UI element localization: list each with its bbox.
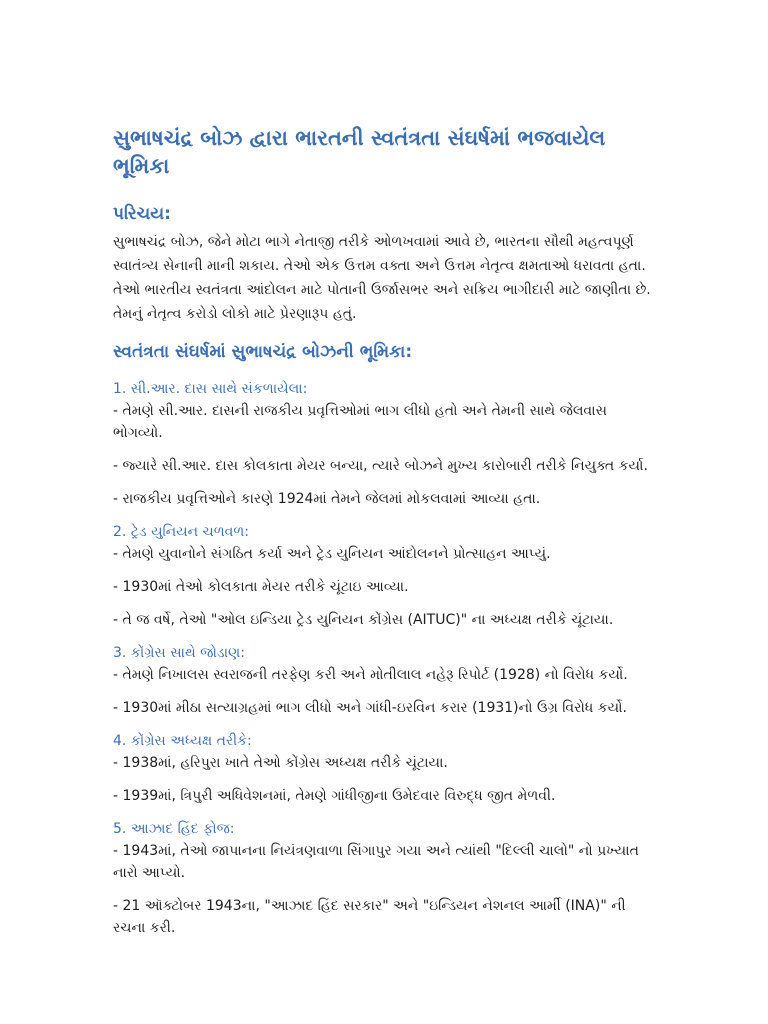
- intro-paragraph: સુભાષચંદ્ર બોઝ, જેને મોટા ભાગે નેતાજી તરીકે ઓળખવામાં આવે છે, ભારતના સૌથી મહત્વપૂર્ણ સ્વાતંત્ર્ય સેનાની માની શકાય. તેઓ એક ઉત્તમ વક્તા અને ઉત્તમ નેતૃત્વ ક્ષમતાઓ ધરાવતા હતા. તેઓ ભારતીય સ્વતંત્રતા આંદોલન માટે પોતાની ઉર્જાસભર અને સક્રિય ભાગીદારી માટે જાણીતા છે. તેમનું નેતૃત્વ કરોડો લોકો માટે પ્રેરણારૂપ હતું.: [113, 234, 651, 322]
- section-heading: 4. કોંગ્રેસ અધ્યક્ષ તરીકે:: [113, 733, 252, 749]
- bullet-item: - તેમણે નિખાલસ સ્વરાજની તરફેણ કરી અને મોતીલાલ નહેરૂ રિપોર્ટ (1928) નો વિરોધ કર્યો.: [113, 667, 628, 683]
- section-congress-association: [113, 642, 660, 719]
- section-congress-president: [113, 730, 660, 807]
- bullet-item: - 1930માં તેઓ કોલકાતા મેયર તરીકે ચૂંટાઇ આવ્યા.: [113, 579, 409, 595]
- section-cr-das: [113, 378, 660, 510]
- section-azad-hind-fauj: [113, 818, 660, 939]
- bullet-item: - 1938માં, હરિપુરા ખાતે તેઓ કોંગ્રેસ અધ્યક્ષ તરીકે ચૂંટાયા.: [113, 755, 448, 771]
- section-heading: 3. કોંગ્રેસ સાથે જોડાણ:: [113, 645, 245, 661]
- bullet-item: - 1930માં મીઠા સત્યાગ્રહમાં ભાગ લીધો અને ગાંધી-ઇરવિન કરાર (1931)નો ઉગ્ર વિરોધ કર્યો.: [113, 700, 627, 716]
- roles-heading: સ્વતંત્રતા સંઘર્ષમાં સુભાષચંદ્ર બોઝની ભૂમિકા:: [113, 342, 413, 362]
- bullet-item: - રાજકીય પ્રવૃત્તિઓને કારણે 1924માં તેમને જેલમાં મોકલવામાં આવ્યા હતા.: [113, 491, 541, 507]
- section-trade-union: [113, 521, 660, 631]
- bullet-item: - 1943માં, તેઓ જાપાનના નિયંત્રણવાળા સિંગાપુર ગયા અને ત્યાંથી "દિલ્લી ચાલો" નો પ્રખ્યાત નારો આપ્યો.: [113, 843, 639, 881]
- bullet-item: - જ્યારે સી.આર. દાસ કોલકાતા મેયર બન્યા, ત્યારે બોઝને મુખ્ય કારોબારી તરીકે નિયુક્ત કર્યા.: [113, 458, 648, 474]
- bullet-item: - તે જ વર્ષે, તેઓ "ઓલ ઇન્ડિયા ટ્રેડ યુનિયન કોંગ્રેસ (AITUC)" ના અધ્યક્ષ તરીકે ચૂંટાયા.: [113, 612, 614, 628]
- section-heading: 5. આઝાદ હિંદ ફોજ:: [113, 821, 235, 837]
- bullet-item: - 21 ઑક્ટોબર 1943ના, "આઝાદ હિંદ સરકાર" અને "ઇન્ડિયન નેશનલ આર્મી (INA)" ની રચના કરી.: [113, 898, 626, 936]
- section-heading: 1. સી.આર. દાસ સાથે સંકળાયેલા:: [113, 381, 308, 397]
- bullet-item: - 1939માં, ત્રિપુરી અધિવેશનમાં, તેમણે ગાંધીજીના ઉમેદવાર વિરુદ્ધ જીત મેળવી.: [113, 788, 556, 804]
- document-title: સુભાષચંદ્ર બોઝ દ્વારા ભારતની સ્વતંત્રતા સંઘર્ષમાં ભજવાયેલ ભૂમિકા: [113, 126, 606, 178]
- intro-heading: પરિચય:: [113, 204, 171, 224]
- bullet-item: - તેમણે યુવાનોને સંગઠિત કર્યા અને ટ્રેડ યુનિયન આંદોલનને પ્રોત્સાહન આપ્યું.: [113, 546, 551, 562]
- bullet-item: - તેમણે સી.આર. દાસની રાજકીય પ્રવૃત્તિઓમાં ભાગ લીધો હતો અને તેમની સાથે જેલવાસ ભોગવ્યો.: [113, 403, 607, 441]
- section-heading: 2. ટ્રેડ યુનિયન ચળવળ:: [113, 524, 249, 540]
